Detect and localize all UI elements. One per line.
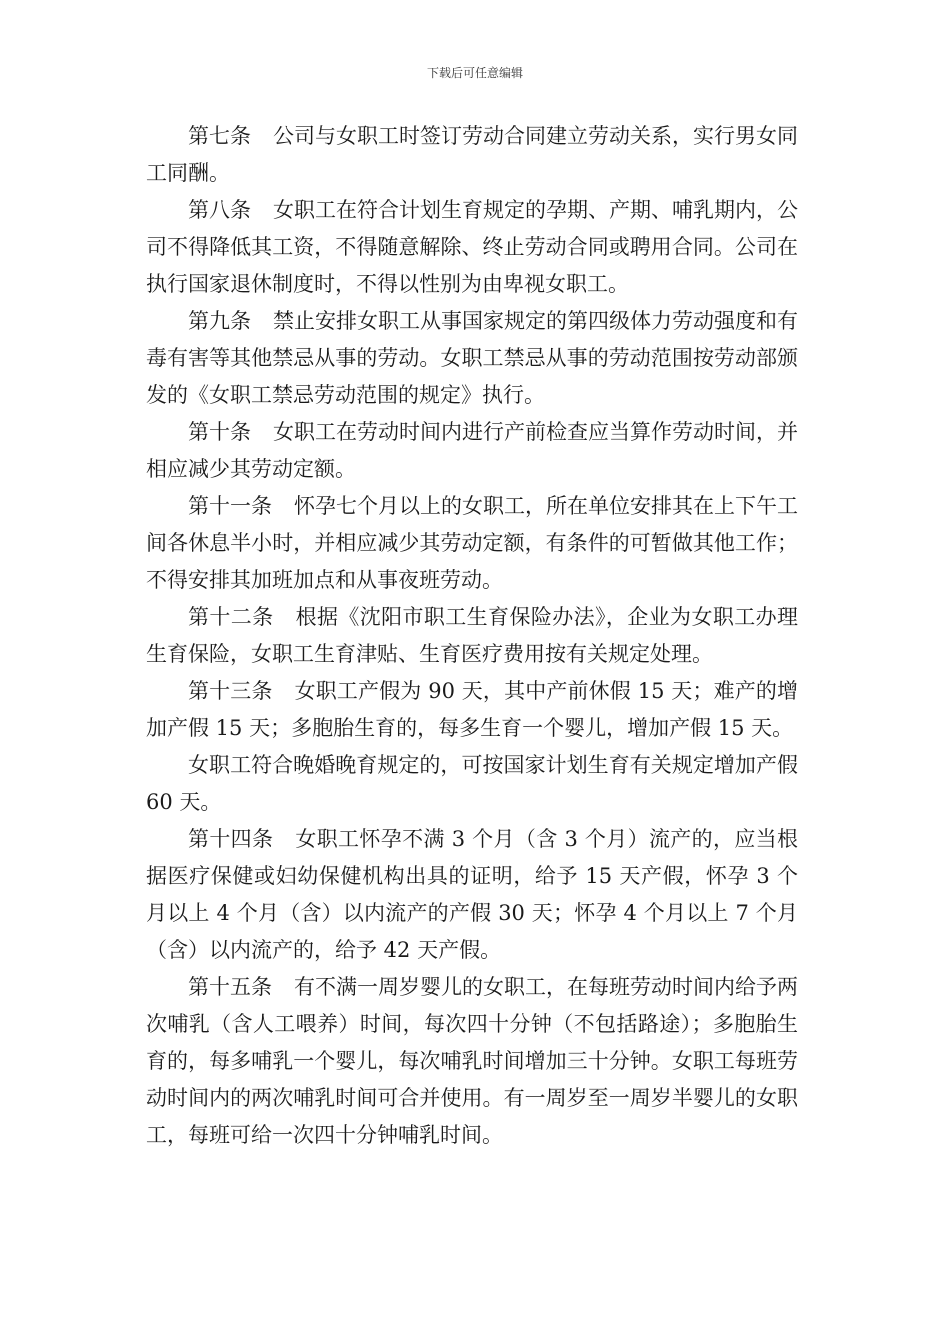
article-text: 怀孕七个月以上的女职工，所在单位安排其在上下午工间各休息半小时，并相应减少其劳动定额，有条件的可暂做其他工作；不得安排其加班加点和从事夜班劳动。	[146, 494, 798, 592]
article-9	[146, 303, 798, 414]
article-8	[146, 192, 798, 303]
article-10	[146, 414, 798, 488]
article-text: 禁止安排女职工从事国家规定的第四级体力劳动强度和有毒有害等其他禁忌从事的劳动。女职工禁忌从事的劳动范围按劳动部颁发的《女职工禁忌劳动范围的规定》执行。	[146, 309, 798, 407]
article-14	[146, 821, 798, 969]
article-text: 女职工怀孕不满 3 个月（含 3 个月）流产的，应当根据医疗保健或妇幼保健机构出具的证明，给予 15 天产假，怀孕 3 个月以上 4 个月（含）以内流产的产假 30 天；怀孕 4 个月以上 7 个月（含）以内流产的，给予 42 天产假。	[146, 827, 799, 962]
article-number: 第十四条	[188, 827, 274, 851]
article-number: 第十三条	[188, 679, 273, 703]
article-11	[146, 488, 798, 599]
article-12	[146, 599, 798, 673]
article-15	[146, 969, 798, 1154]
paragraph-text: 女职工符合晚婚晚育规定的，可按国家计划生育有关规定增加产假 60 天。	[146, 753, 798, 814]
article-number: 第八条	[188, 198, 251, 222]
article-text: 女职工在劳动时间内进行产前检查应当算作劳动时间，并相应减少其劳动定额。	[146, 420, 798, 481]
article-13	[146, 673, 798, 747]
article-number: 第七条	[188, 124, 251, 148]
article-text: 有不满一周岁婴儿的女职工，在每班劳动时间内给予两次哺乳（含人工喂养）时间，每次四十分钟（不包括路途）；多胞胎生育的，每多哺乳一个婴儿，每次哺乳时间增加三十分钟。女职工每班劳动时间内的两次哺乳时间可合并使用。有一周岁至一周岁半婴儿的女职工，每班可给一次四十分钟哺乳时间。	[146, 975, 798, 1147]
article-text: 公司与女职工时签订劳动合同建立劳动关系，实行男女同工同酬。	[146, 124, 798, 185]
article-number: 第十条	[188, 420, 251, 444]
article-number: 第十一条	[188, 494, 272, 518]
article-text: 女职工产假为 90 天，其中产前休假 15 天；难产的增加产假 15 天；多胞胎生育的，每多生育一个婴儿，增加产假 15 天。	[146, 679, 798, 740]
article-number: 第十二条	[188, 605, 274, 629]
article-7	[146, 118, 798, 192]
article-text: 根据《沈阳市职工生育保险办法》，企业为女职工办理生育保险，女职工生育津贴、生育医疗费用按有关规定处理。	[146, 605, 799, 666]
document-body	[146, 118, 798, 1154]
article-number: 第九条	[188, 309, 251, 333]
article-text: 女职工在符合计划生育规定的孕期、产期、哺乳期内，公司不得降低其工资，不得随意解除、终止劳动合同或聘用合同。公司在执行国家退休制度时，不得以性别为由卑视女职工。	[146, 198, 798, 296]
article-number: 第十五条	[188, 975, 272, 999]
page-header: 下载后可任意编辑	[426, 66, 523, 80]
article-13-supplement	[146, 747, 798, 821]
